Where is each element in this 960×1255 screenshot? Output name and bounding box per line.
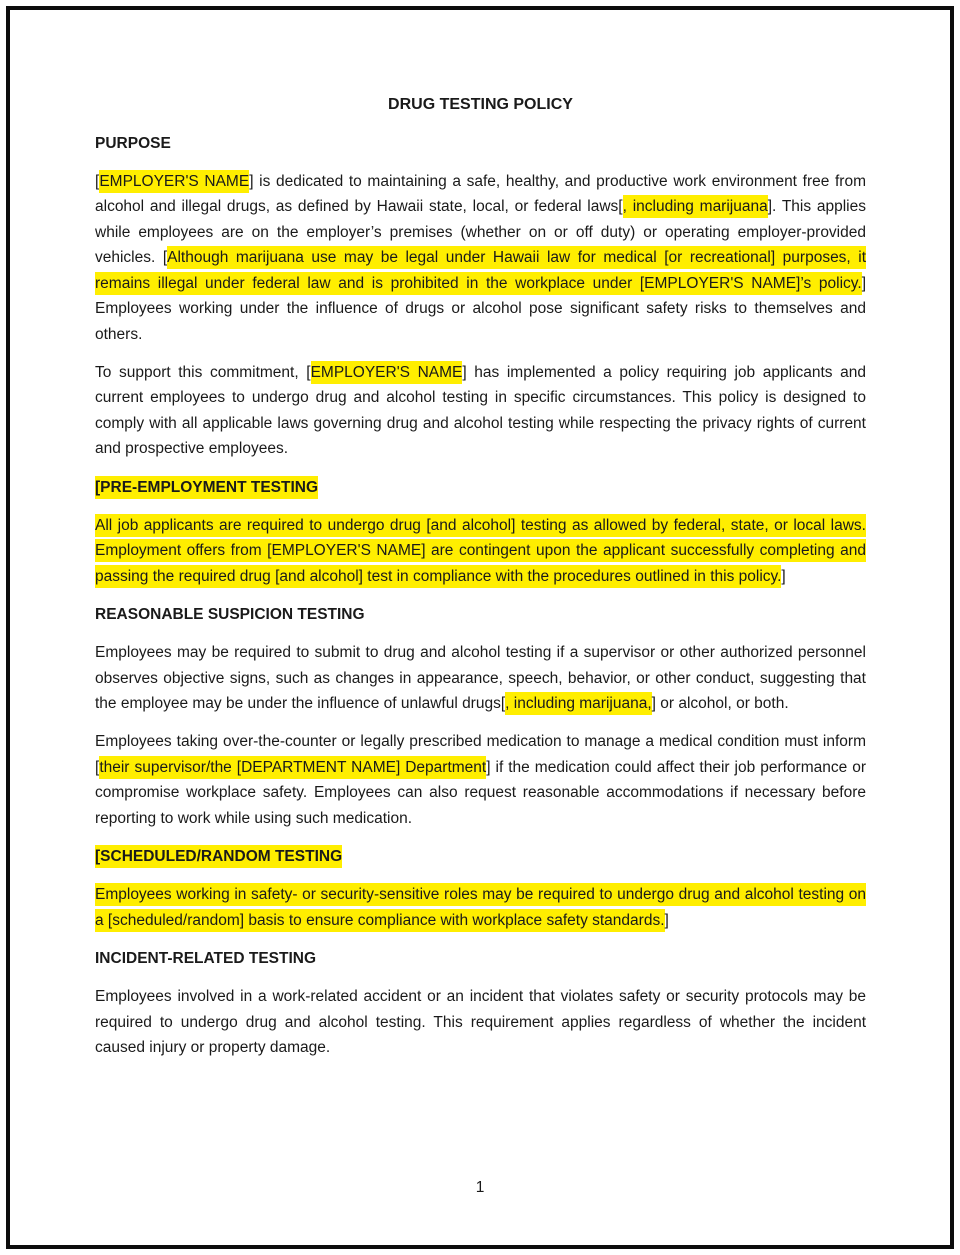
text-run: ]. This applies while employees are on the employer’s premises (whether on or off duty) or operating employer-provided vehicles. [ — [95, 198, 866, 267]
page-number: 1 — [475, 1179, 485, 1196]
text-run: PURPOSE — [95, 134, 171, 152]
section-heading — [95, 475, 866, 501]
highlighted-text: Employees working in safety- or security-sensitive roles may be required to undergo drug and alcohol testing on a [scheduled/random] basis to ensure compliance with workplace safety standards. — [95, 883, 866, 932]
highlighted-text: their supervisor/the [DEPARTMENT NAME] Department — [99, 756, 486, 779]
text-run: INCIDENT-RELATED TESTING — [95, 949, 317, 967]
text-run: ] — [664, 911, 669, 929]
paragraph — [95, 640, 866, 717]
section-heading — [95, 602, 866, 628]
highlighted-text: [PRE-EMPLOYMENT TESTING — [95, 476, 318, 499]
highlighted-text: EMPLOYER'S NAME — [311, 361, 463, 384]
text-run: To support this commitment, [ — [95, 363, 311, 381]
highlighted-text: Although marijuana use may be legal under Hawaii law for medical [or recreational] purposes, it remains illegal under federal law and is prohibited in the workplace under [EMPLOYER'S NAME]’s policy. — [95, 246, 866, 295]
text-run: Employees involved in a work-related accident or an incident that violates safety or security protocols may be required to undergo drug and alcohol testing. This requirement applies regardless of whether the incident caused injury or property damage. — [95, 988, 866, 1057]
document-body — [95, 131, 866, 1061]
text-run: ] — [781, 567, 786, 585]
text-run: [ — [95, 172, 100, 190]
highlighted-text: [SCHEDULED/RANDOM TESTING — [95, 845, 342, 868]
highlighted-text: , including marijuana, — [505, 692, 651, 715]
text-run: Employees taking over-the-counter or legally prescribed medication to manage a medical condition must inform [ — [95, 733, 866, 776]
section-heading — [95, 844, 866, 870]
text-run: ] has implemented a policy requiring job applicants and current employees to undergo drug and alcohol testing in specific circumstances. This policy is designed to comply with all applicable laws governing drug and alcohol testing while respecting the privacy rights of current and prospective employees. — [95, 363, 867, 458]
document-page — [95, 0, 866, 1073]
text-run: ] or alcohol, or both. — [651, 695, 789, 713]
text-run: ] if the medication could affect their job performance or compromise workplace safety. Employees can also request reasonable accommodations if necessary before reporting to work while using such medication. — [95, 758, 866, 827]
paragraph — [95, 169, 866, 348]
paragraph — [95, 360, 866, 462]
text-run: Employees may be required to submit to drug and alcohol testing if a supervisor or other authorized personnel observes objective signs, such as changes in appearance, speech, behavior, or other conduct, suggesting that the employee may be under the influence of unlawful drugs[ — [95, 644, 866, 713]
highlighted-text: EMPLOYER'S NAME — [99, 170, 249, 193]
highlighted-text: , including marijuana — [623, 195, 768, 218]
section-heading — [95, 131, 866, 157]
document-title: DRUG TESTING POLICY — [388, 96, 573, 113]
text-run: ] is dedicated to maintaining a safe, healthy, and productive work environment free from alcohol and illegal drugs, as defined by Hawaii state, local, or federal laws[ — [95, 172, 866, 216]
highlighted-text: All job applicants are required to undergo drug [and alcohol] testing as allowed by federal, state, or local laws. Employment offers from [EMPLOYER'S NAME] are contingent upon the applicant successfully completing and passing the required drug [and alcohol] test in compliance with the procedures outlined in this policy. — [95, 514, 866, 588]
paragraph — [95, 729, 866, 831]
text-run: ] Employees working under the influence of drugs or alcohol pose significant safety risks to themselves and others. — [95, 274, 866, 343]
paragraph — [95, 513, 866, 590]
section-heading — [95, 946, 866, 972]
paragraph — [95, 984, 866, 1061]
text-run: REASONABLE SUSPICION TESTING — [95, 605, 365, 623]
paragraph — [95, 882, 866, 933]
